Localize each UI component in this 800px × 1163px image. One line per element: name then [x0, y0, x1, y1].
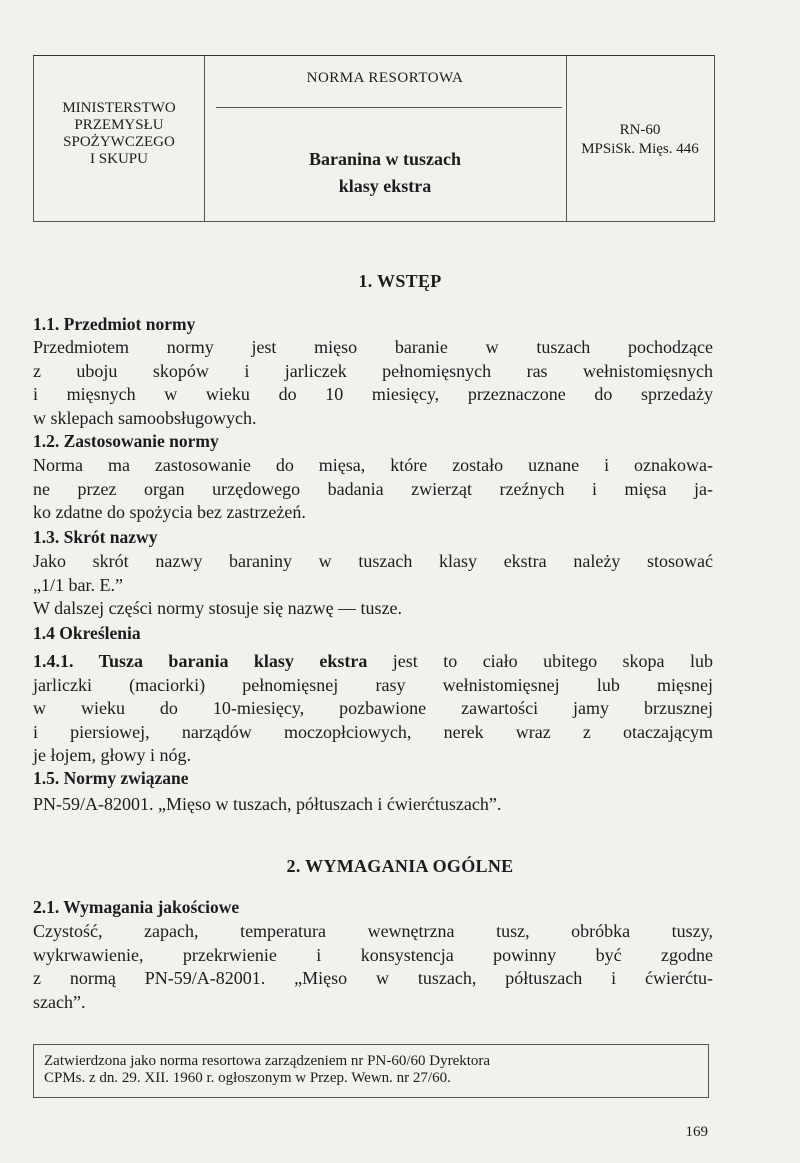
text-line: jarliczki (maciorki) pełnomięsnej rasy wełnistomięsnej lub mięsnej — [33, 674, 713, 695]
text-line: wykrwawienie, przekrwienie i konsystencja powinny być zgodne — [33, 944, 713, 965]
text-line: Norma ma zastosowanie do mięsa, które zostało uznane i oznakowa- — [33, 455, 713, 475]
defined-term: 1.4.1. Tusza barania klasy ekstra — [33, 651, 368, 671]
section-heading: 2. WYMAGANIA OGÓLNE — [286, 856, 514, 876]
subsection-title: 1.2. Zastosowanie normy — [33, 431, 219, 451]
text-line: w wieku do 10-miesięcy, pozbawione zawartości jamy brzusznej — [33, 698, 713, 718]
text-line: Jako skrót nazwy baraniny w tuszach klasy ekstra należy stosować — [33, 551, 713, 571]
text-line: z normą PN-59/A-82001. „Mięso w tuszach, półtuszach i ćwierćtu- — [33, 968, 713, 988]
paragraph — [33, 920, 713, 1014]
divider — [34, 221, 714, 222]
text-line: je łojem, głowy i nóg. — [33, 745, 191, 765]
subsection-title: 1.1. Przedmiot normy — [33, 314, 196, 334]
text-line: szach”. — [33, 991, 86, 1012]
divider — [216, 107, 562, 108]
ministry-name — [34, 100, 204, 168]
title-cell — [204, 56, 567, 222]
approval-note-box — [33, 1044, 709, 1098]
text-line: „1/1 bar. E.” — [33, 574, 123, 595]
ministry-line: SPOŻYWCZEGO — [63, 134, 175, 150]
text-line: z uboju skopów i jarliczek pełnomięsnych ras wełnistomięsnych — [33, 360, 713, 381]
product-title-line: klasy ekstra — [338, 176, 432, 196]
text-line: w sklepach samoobsługowych. — [33, 407, 257, 428]
text-line: CPMs. z dn. 29. XII. 1960 r. ogłoszonym w Przep. Wewn. nr 27/60. — [44, 1070, 451, 1086]
text-line: W dalszej części normy stosuje się nazwę — tusze. — [33, 598, 403, 618]
subsection-title: 1.4 Określenia — [33, 623, 141, 643]
section-heading: 1. WSTĘP — [358, 271, 442, 291]
paragraph — [33, 793, 713, 817]
ministry-line: PRZEMYSŁU — [74, 117, 164, 133]
page-number: 169 — [685, 1124, 708, 1140]
text-line: Zatwierdzona jako norma resortowa zarządzeniem nr PN-60/60 Dyrektora — [44, 1053, 491, 1069]
norm-code-line: RN-60 — [619, 122, 661, 138]
paragraph — [33, 336, 713, 430]
product-title-line: Baranina w tuszach — [308, 149, 461, 169]
text-line: Czystość, zapach, temperatura wewnętrzna tusz, obróbka tuszy, — [33, 921, 713, 941]
ministry-line: I SKUPU — [90, 151, 148, 167]
text-line: ko zdatne do spożycia bez zastrzeżeń. — [33, 502, 306, 522]
code-cell — [566, 56, 714, 222]
text-line: i piersiowej, narządów moczopłciowych, nerek wraz z otaczającym — [33, 721, 713, 742]
approval-note — [44, 1053, 700, 1087]
product-title — [204, 146, 566, 200]
paragraph — [33, 650, 713, 768]
ministry-cell — [34, 56, 205, 222]
text-line — [33, 650, 713, 674]
subsection-title: 1.5. Normy związane — [33, 768, 189, 788]
subsection-title: 2.1. Wymagania jakościowe — [33, 897, 240, 917]
header-box — [33, 55, 715, 222]
text-line: PN-59/A-82001. „Mięso w tuszach, półtuszach i ćwierćtuszach”. — [33, 794, 502, 814]
norma-label: NORMA RESORTOWA — [306, 70, 464, 86]
paragraph — [33, 454, 713, 525]
ministry-line: MINISTERSTWO — [62, 100, 176, 116]
text-line: Przedmiotem normy jest mięso baranie w tuszach pochodzące — [33, 337, 713, 357]
paragraph — [33, 550, 713, 621]
norm-code — [566, 121, 714, 159]
norm-code-line: MPSiSk. Mięs. 446 — [581, 141, 699, 157]
text-line: i mięsnych w wieku do 10 miesięcy, przeznaczone do sprzedaży — [33, 384, 713, 404]
text-line: ne przez organ urzędowego badania zwierząt rzeźnych i mięsa ja- — [33, 478, 713, 499]
subsection-title: 1.3. Skrót nazwy — [33, 527, 158, 547]
text-run: jest to ciało ubitego skopa lub — [392, 651, 713, 671]
